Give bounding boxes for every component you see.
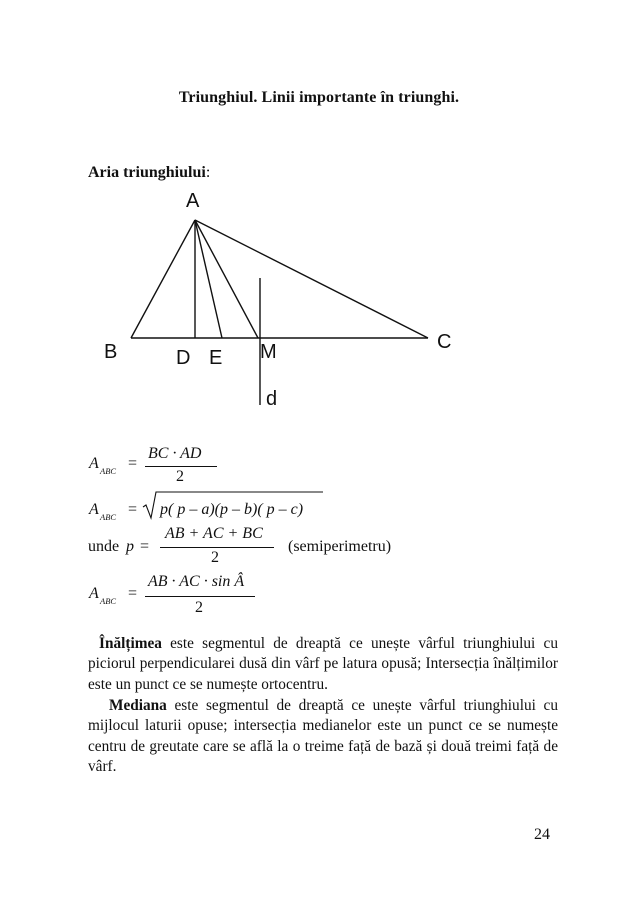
term-altitude: Înălțimea	[99, 635, 162, 652]
formula-numerator: BC · AD	[148, 445, 202, 462]
fraction-bar	[145, 596, 255, 597]
page-number: 24	[534, 826, 550, 843]
label-E: E	[209, 347, 223, 369]
formula-denominator: 2	[195, 599, 203, 616]
formula-subscript: ABC	[100, 512, 117, 522]
side-AB	[131, 220, 195, 338]
formula-equals: =	[140, 538, 150, 555]
formula-equals: =	[128, 585, 138, 602]
section-heading-label: Aria triunghiului	[88, 164, 206, 181]
paragraph-altitude-text: este segmentul de dreaptă ce unește vârful triunghiului cu piciorul perpendicularei dusă din vârf pe latura opusă; Intersecția înălțimilor este un punct ce se numește ortocentru.	[88, 635, 558, 693]
formula-var: p	[126, 538, 134, 555]
formula-denominator: 2	[211, 549, 219, 566]
label-M: M	[260, 341, 277, 363]
label-D: D	[176, 347, 191, 369]
formula-lhs: A	[89, 501, 99, 518]
formula-subscript: ABC	[100, 466, 117, 476]
formula-numerator: AB + AC + BC	[165, 525, 263, 542]
formula-numerator: AB · AC · sin Â	[148, 573, 245, 590]
segment-AE	[195, 220, 222, 338]
label-d: d	[266, 388, 278, 410]
formula-radicand: p( p – a)(p – b)( p – c)	[160, 501, 304, 518]
label-A: A	[186, 190, 200, 212]
paragraph-altitude	[88, 634, 558, 695]
formula-prefix: unde	[88, 538, 120, 555]
term-median: Mediana	[109, 697, 167, 714]
median-AM	[195, 220, 258, 338]
formula-subscript: ABC	[100, 596, 117, 606]
section-heading-colon: :	[205, 164, 211, 181]
label-B: B	[104, 341, 118, 363]
side-AC	[195, 220, 428, 338]
fraction-bar	[145, 466, 217, 467]
triangle-figure	[0, 180, 638, 420]
formula-lhs: A	[89, 585, 99, 602]
paragraph-median	[88, 696, 558, 777]
fraction-bar	[160, 547, 274, 548]
label-C: C	[437, 331, 452, 353]
page-title: Triunghiul. Linii importante în triunghi.	[178, 89, 460, 106]
formula-note: (semiperimetru)	[288, 538, 392, 555]
formula-equals: =	[128, 455, 138, 472]
formula-equals: =	[128, 501, 138, 518]
formula-denominator: 2	[176, 468, 184, 485]
formula-lhs: A	[89, 455, 99, 472]
paragraph-median-text: este segmentul de dreaptă ce unește vârful triunghiului cu mijlocul laturii opuse; intersecția medianelor este un punct ce se numește centru de greutate care se află la o treime față de bază și două treimi față de vârf.	[88, 697, 558, 775]
